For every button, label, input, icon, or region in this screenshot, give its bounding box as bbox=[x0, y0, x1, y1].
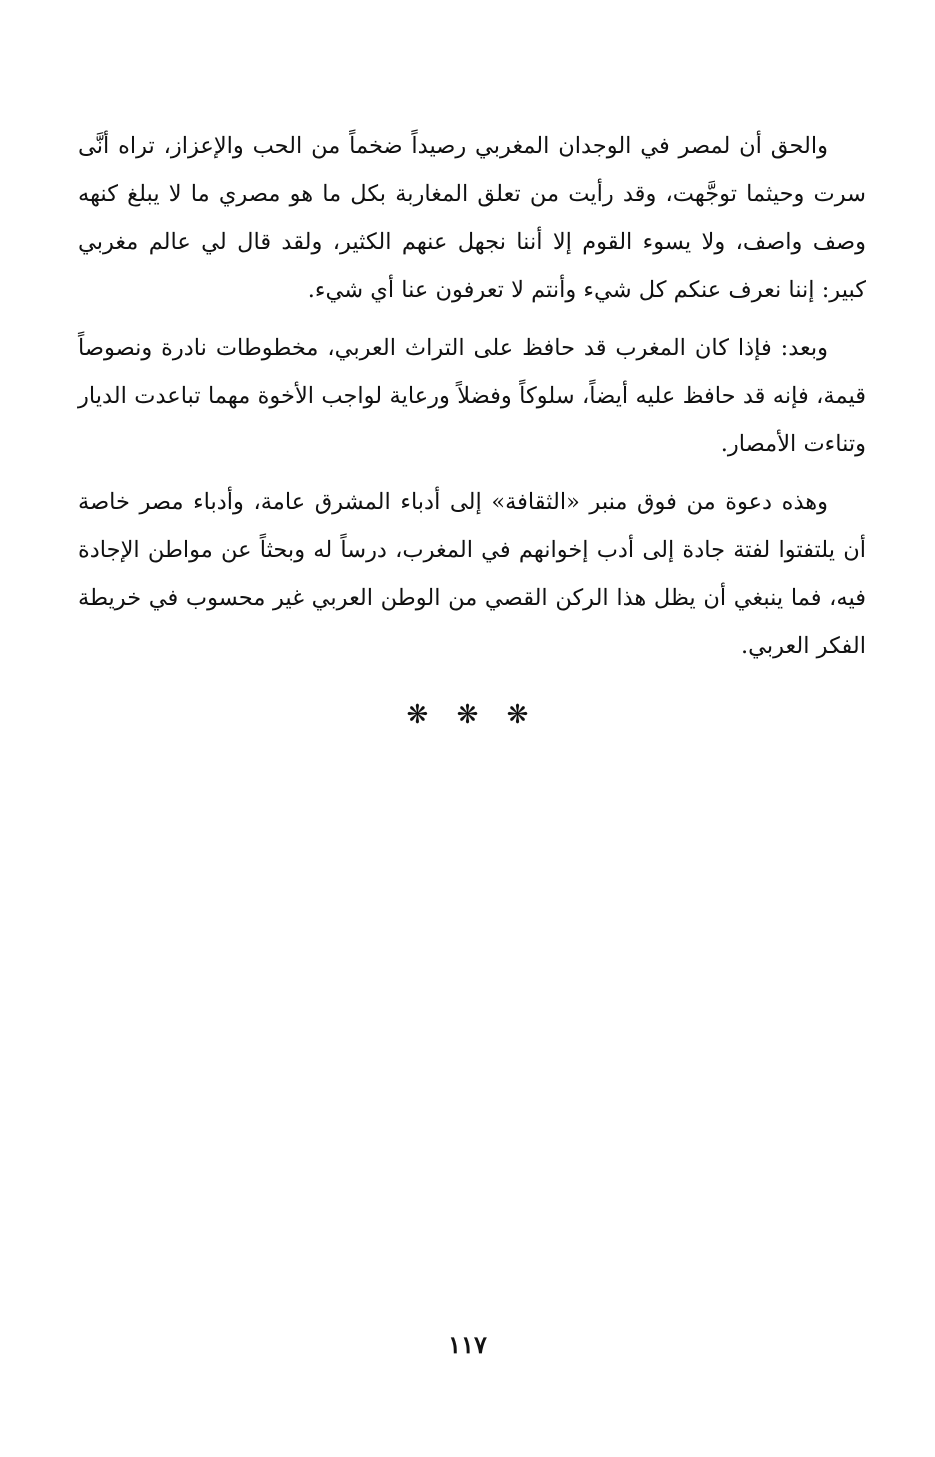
section-separator: ❋ ❋ ❋ bbox=[406, 700, 529, 730]
paragraph: وهذه دعوة من فوق منبر «الثقافة» إلى أدباء المشرق عامة، وأدباء مصر خاصة أن يلتفتوا لفتة جادة إلى أدب إخوانهم في المغرب، درساً له وبحثاً عن مواطن الإجادة فيه، فما ينبغي أن يظل هذا الركن القصي من الوطن العربي غير محسوب في خريطة الفكر العربي. bbox=[78, 489, 866, 659]
paragraph: والحق أن لمصر في الوجدان المغربي رصيداً ضخماً من الحب والإعزاز، تراه أنَّى سرت وحيثما توجَّهت، وقد رأيت من تعلق المغاربة بكل ما هو مصري ما لا يبلغ كنهه وصف واصف، ولا يسوء القوم إلا أننا نجهل عنهم الكثير، ولقد قال لي عالم مغربي كبير: إننا نعرف عنكم كل شيء وأنتم لا تعرفون عنا أي شيء. bbox=[78, 133, 866, 303]
paragraph: وبعد: فإذا كان المغرب قد حافظ على التراث العربي، مخطوطات نادرة ونصوصاً قيمة، فإنه قد حافظ عليه أيضاً، سلوكاً وفضلاً ورعاية لواجب الأخوة مهما تباعدت الديار وتناءت الأمصار. bbox=[78, 335, 866, 457]
page-number: ١١٧ bbox=[448, 1330, 487, 1359]
page-body bbox=[78, 122, 866, 670]
